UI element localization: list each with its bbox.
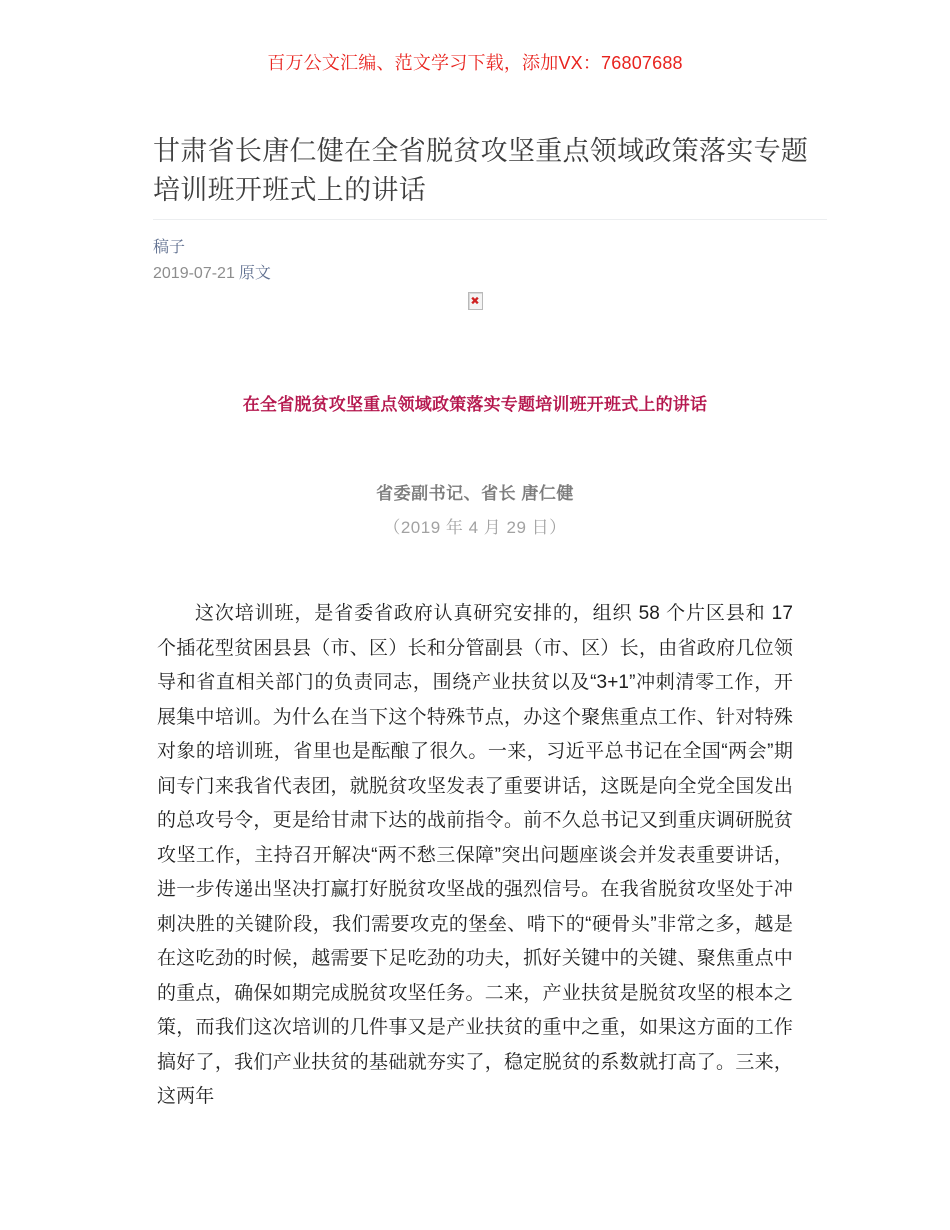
broken-image-x-glyph: ✖ (470, 294, 480, 308)
promo-text: 百万公文汇编、范文学习下载，添加VX：76807688 (267, 53, 683, 73)
promo-banner (0, 50, 950, 76)
broken-image-icon[interactable] (468, 292, 483, 310)
document-date: （2019 年 4 月 29 日） (383, 518, 567, 537)
document-title: 在全省脱贫攻坚重点领域政策落实专题培训班开班式上的讲话 (242, 395, 708, 414)
page-title: 甘肃省长唐仁健在全省脱贫攻坚重点领域政策落实专题培训班开班式上的讲话 (153, 136, 809, 205)
document-body (157, 541, 793, 1115)
publish-date: 2019-07-21 (153, 265, 235, 282)
article-meta (153, 236, 271, 286)
original-source-link[interactable]: 原文 (238, 265, 271, 282)
body-paragraph: 这次培训班，是省委省政府认真研究安排的，组织 58 个片区县和 17 个插花型贫困县县（市、区）长和分管副县（市、区）长，由省政府几位领导和省直相关部门的负责同志，围绕产业扶贫以及“3+1”冲刺清零工作，开展集中培训。为什么在当下这个特殊节点，办这个聚焦重点工作、针对特殊对象的培训班，省里也是酝酿了很久。一来，习近平总书记在全国“两会”期间专门来我省代表团，就脱贫攻坚发表了重要讲话，这既是向全党全国发出的总攻号令，更是给甘肃下达的战前指令。前不久总书记又到重庆调研脱贫攻坚工作，主持召开解决“两不愁三保障”突出问题座谈会并发表重要讲话，进一步传递出坚决打赢打好脱贫攻坚战的强烈信号。在我省脱贫攻坚处于冲刺决胜的关键阶段，我们需要攻克的堡垒、啃下的“硬骨头”非常之多，越是在这吃劲的时候，越需要下足吃劲的功夫，抓好关键中的关键、聚焦重点中的重点，确保如期完成脱贫攻坚任务。二来，产业扶贫是脱贫攻坚的根本之策，而我们这次培训的几件事又是产业扶贫的重中之重，如果这方面的工作搞好了，我们产业扶贫的基础就夯实了，稳定脱贫的系数就打高了。三来，这两年 (157, 603, 793, 1107)
title-divider (153, 219, 827, 220)
meta-date-row (153, 262, 271, 286)
author-link[interactable]: 稿子 (153, 239, 186, 256)
broken-image-container (0, 292, 950, 310)
document-content (0, 392, 950, 1115)
document-byline: 省委副书记、省长 唐仁健 (376, 484, 574, 503)
article-header (153, 132, 827, 282)
